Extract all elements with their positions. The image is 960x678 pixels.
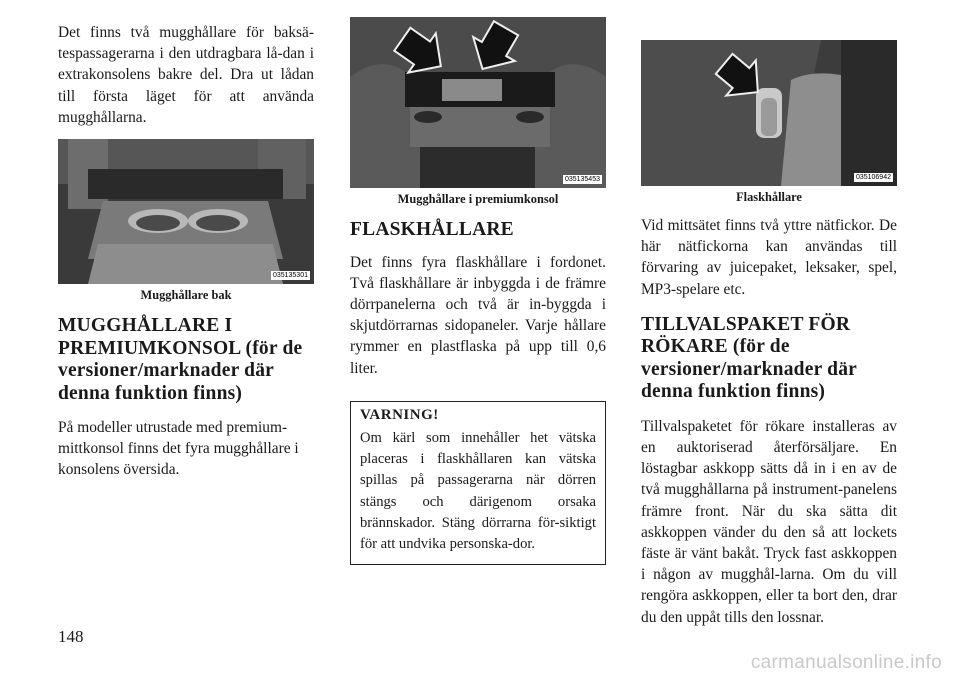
warning-text: Om kärl som innehåller het vätska placeras i flaskhållaren kan vätska spillas på passagerarna när dörren stängs och därigenom orsaka brännskador. Stäng dörrarna för-siktigt för att undvika personska-dor.: [360, 429, 596, 553]
column-right: [641, 40, 897, 628]
photo-caption: Mugghållare bak: [140, 288, 232, 303]
heading-sub: (för de versioner/marknader där denna funktion finns): [58, 337, 303, 404]
column-left: [58, 22, 314, 481]
heading-main: TILLVALSPAKET FÖR RÖKARE: [641, 313, 851, 358]
photo-code: 035135453: [564, 176, 600, 183]
section-heading-smoker-package: [641, 314, 897, 404]
photo-code: 035135301: [272, 272, 308, 280]
premium-console-paragraph: På modeller utrustade med premium-mittkonsol finns det fyra mugghållare i konsolens översida.: [58, 419, 299, 479]
bottle-holders-paragraph: Det finns fyra flaskhållare i fordonet. Två flaskhållare är inbyggda i de främre dörrpanelerna och två är in-byggda i skjutdörrarnas sidopaneler. Varje hållare rymmer en plastflaska på upp till 0,6 liter.: [350, 253, 606, 377]
column-middle: [350, 17, 606, 565]
net-pockets-paragraph: Vid mittsätet finns två yttre nätfickor. De här nätfickorna kan användas till förvaring av juicepaket, leksaker, spel, MP3-spelare etc.: [641, 217, 897, 298]
smoker-package-paragraph: Tillvalspaketet för rökare installeras av en auktoriserad återförsäljare. En löstagbar askkopp sätts då in i en av de två mugghållarna på instrument-panelens främre front. När du ska sätta dit askkoppen vänder du den så att lockets fäste är vänt bakåt. Tryck fast askkoppen i någon av mugghål-larna. Om du vill rengöra askkoppen, eller ta bort den, drar du den uppåt tills den lossnar.: [641, 417, 897, 626]
watermark: carmanualsonline.info: [750, 652, 942, 673]
photo-code: 035106942: [855, 174, 891, 181]
heading-main: MUGGHÅLLARE I PREMIUMKONSOL: [58, 315, 241, 359]
heading-sub: (för de versioner/marknader där denna funktion finns): [641, 336, 857, 403]
rear-cupholder-illustration: [58, 139, 314, 284]
page-number: 148: [58, 627, 84, 646]
warning-title: VARNING!: [360, 406, 439, 423]
photo-caption: Flaskhållare: [736, 190, 802, 204]
rear-cupholder-photo: [58, 139, 314, 284]
section-heading-bottle-holders: FLASKHÅLLARE: [350, 219, 514, 240]
photo-caption: Mugghållare i premiumkonsol: [397, 192, 559, 206]
premium-console-illustration: [350, 17, 606, 188]
premium-console-photo: [350, 17, 606, 188]
section-heading-premium-cupholders: [58, 315, 314, 405]
intro-paragraph: Det finns två mugghållare för baksä-tespassagerarna i den utdragbara lå-dan i extrakonsolens bakre del. Dra ut lådan till första läget för att använda mugghållarna.: [58, 24, 314, 126]
bottle-holder-illustration: [641, 40, 897, 186]
warning-box: [350, 401, 606, 565]
bottle-holder-photo: [641, 40, 897, 186]
